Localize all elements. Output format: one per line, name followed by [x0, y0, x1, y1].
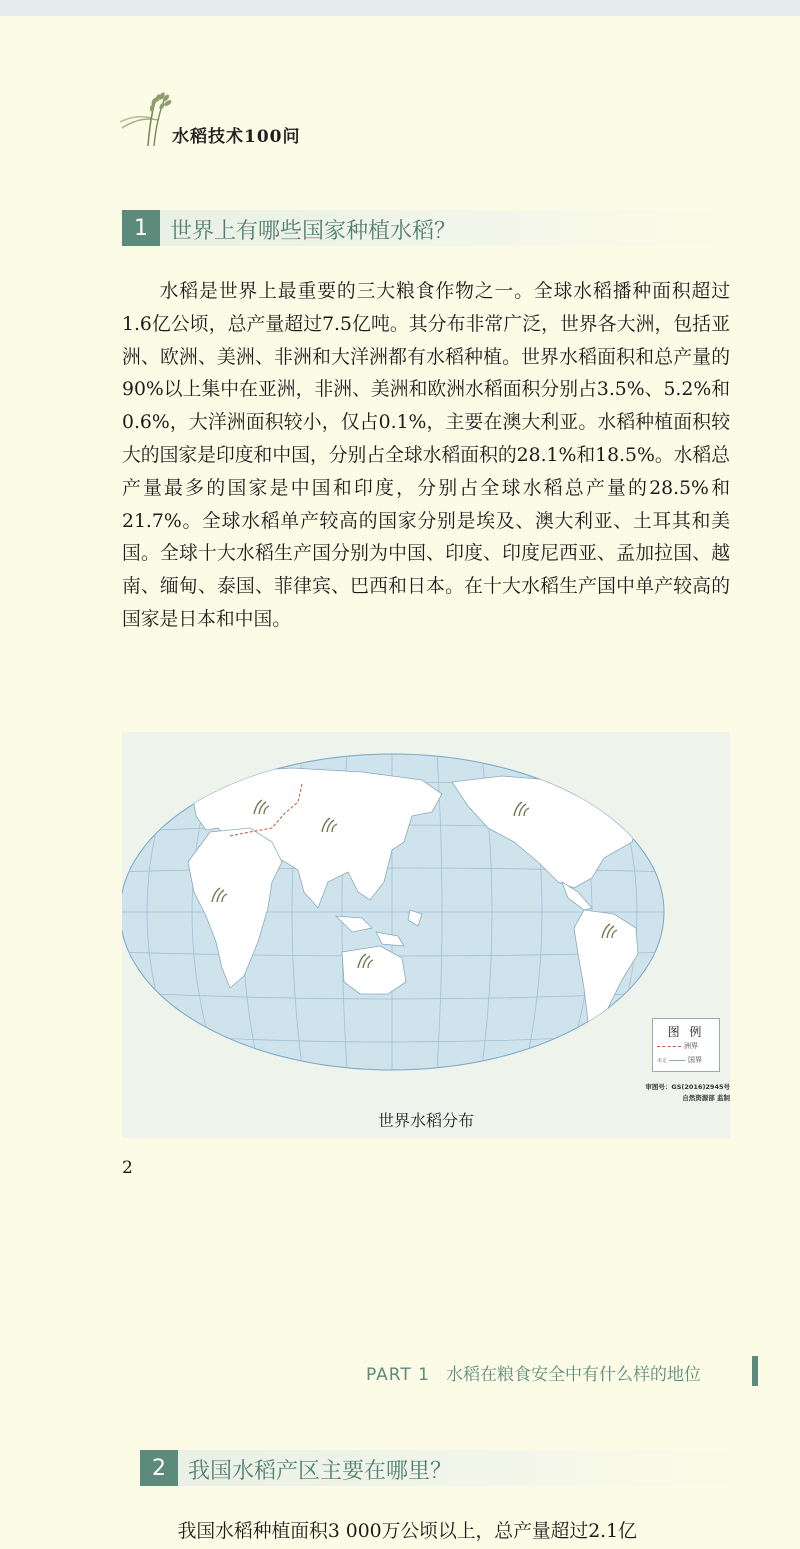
section-2-paragraph: 我国水稻种植面积3 000万公顷以上，总产量超过2.1亿: [177, 1521, 637, 1542]
section-1-heading: [122, 210, 730, 246]
section-number: 1: [122, 210, 160, 246]
section-number: 2: [140, 1450, 178, 1486]
page-number: 2: [122, 1158, 133, 1178]
approval-number: 审图号：GS(2016)2945号: [645, 1083, 730, 1091]
legend-title: 图 例: [667, 1025, 705, 1039]
book-header: [118, 86, 418, 156]
map-legend: [652, 1018, 720, 1072]
legend-row-national-boundary: [657, 1055, 702, 1065]
top-bar: [0, 0, 800, 16]
section-title: 世界上有哪些国家种植水稻？: [170, 219, 457, 244]
dashed-line-swatch: [657, 1046, 681, 1047]
part-title: 水稻在粮食安全中有什么样的地位: [445, 1365, 701, 1385]
book-title: 水稻技术100问: [172, 127, 301, 147]
legend-row-continent-boundary: [657, 1041, 698, 1051]
world-map: [122, 732, 730, 1102]
part-bar: [752, 1356, 758, 1386]
legend-label-national: 国界: [688, 1056, 703, 1064]
part-number: PART 1: [366, 1365, 430, 1385]
legend-label-continent: 洲界: [684, 1042, 698, 1050]
part-label: [366, 1360, 701, 1385]
section-2-heading: [140, 1450, 748, 1486]
map-approval: [640, 1082, 730, 1104]
rice-plant-icon: [118, 88, 178, 148]
legend-note: 未定: [657, 1058, 668, 1064]
solid-line-swatch: [669, 1060, 685, 1061]
figure-caption: 世界水稻分布: [377, 1111, 474, 1130]
section-1-paragraph: 水稻是世界上最重要的三大粮食作物之一。全球水稻播种面积超过1.6亿公顷，总产量超过7.5亿吨。其分布非常广泛，世界各大洲，包括亚洲、欧洲、美洲、非洲和大洋洲都有水稻种植。世界水稻面积和总产量的90%以上集中在亚洲，非洲、美洲和欧洲水稻面积分别占3.5%、5.2%和0.6%，大洋洲面积较小，仅占0.1%，主要在澳大利亚。水稻种植面积较大的国家是印度和中国，分别占全球水稻面积的28.1%和18.5%。水稻总产量最多的国家是中国和印度，分别占全球水稻总产量的28.5%和21.7%。全球水稻单产较高的国家分别是埃及、澳大利亚、土耳其和美国。全球十大水稻生产国分别为中国、印度、印度尼西亚、孟加拉国、越南、缅甸、泰国、菲律宾、巴西和日本。在十大水稻生产国中单产较高的国家是日本和中国。: [122, 281, 730, 630]
world-rice-map-figure: [122, 732, 730, 1138]
approval-authority: 自然资源部 监制: [682, 1094, 730, 1102]
section-title: 我国水稻产区主要在哪里？: [188, 1459, 453, 1484]
